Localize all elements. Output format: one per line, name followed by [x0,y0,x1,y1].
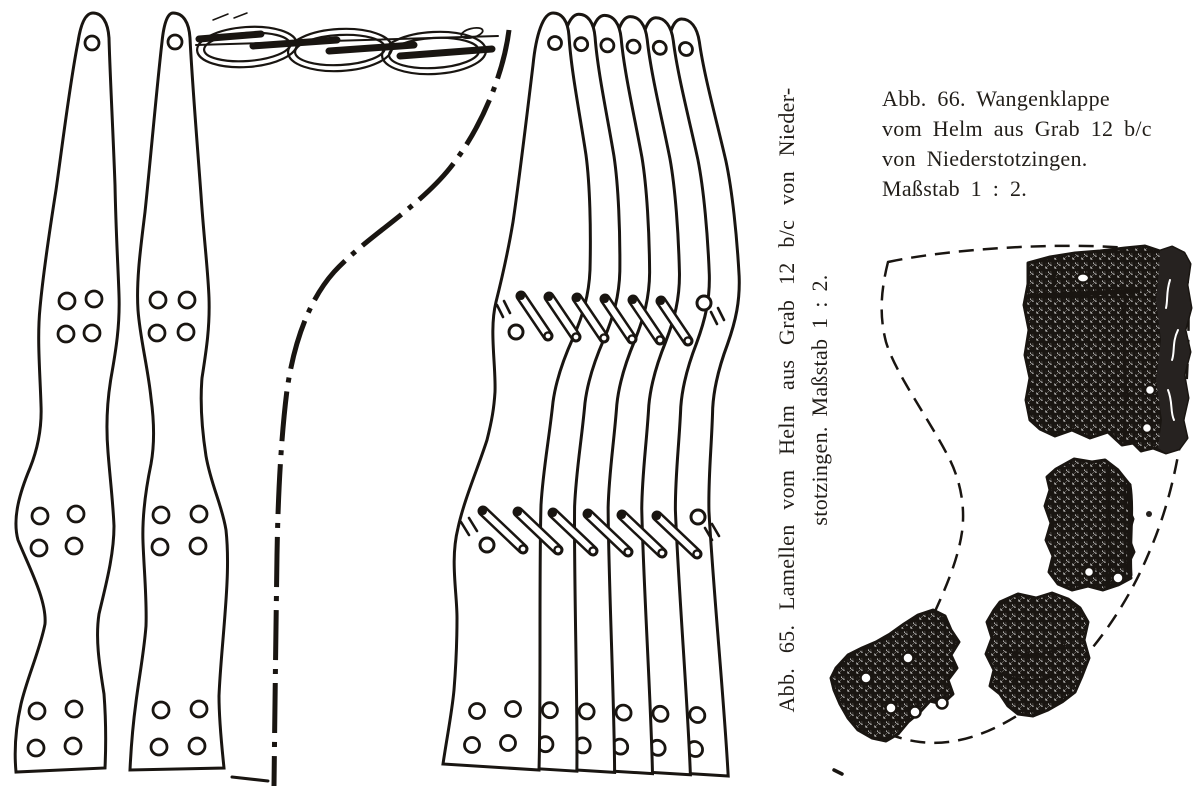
stray-ink-mark [834,770,842,774]
figure-66-caption [882,84,1190,204]
fragment-bottom-left [831,610,959,741]
figure-66-caption-line-2: vom Helm aus Grab 12 b/c [882,116,1152,141]
figure-66-drawing [820,230,1194,799]
fragment-bottom-centre [986,593,1089,716]
lacing-cord-top-view [196,13,498,77]
figure-66-caption-line-1: Abb. 66. Wangenklappe [882,86,1110,111]
fragment-middle-right [1045,459,1152,590]
fragment-top-right [1024,246,1191,453]
figure-65-caption-line-1: Abb. 65. Lamellen vom Helm aus Grab 12 b/c von Nieder- [774,87,799,713]
figure-66-caption-line-4: Maßstab 1 : 2. [882,176,1028,201]
figure-66-caption-line-3: von Niederstotzingen. [882,146,1088,171]
baseline-tick [232,777,268,781]
lamella-assembly [443,13,775,776]
figure-65-caption-line-2: stotzingen. Maßstab 1 : 2. [807,274,832,526]
lamella-strip-single-2 [130,13,228,770]
lamella-strip-single-1 [15,13,119,772]
